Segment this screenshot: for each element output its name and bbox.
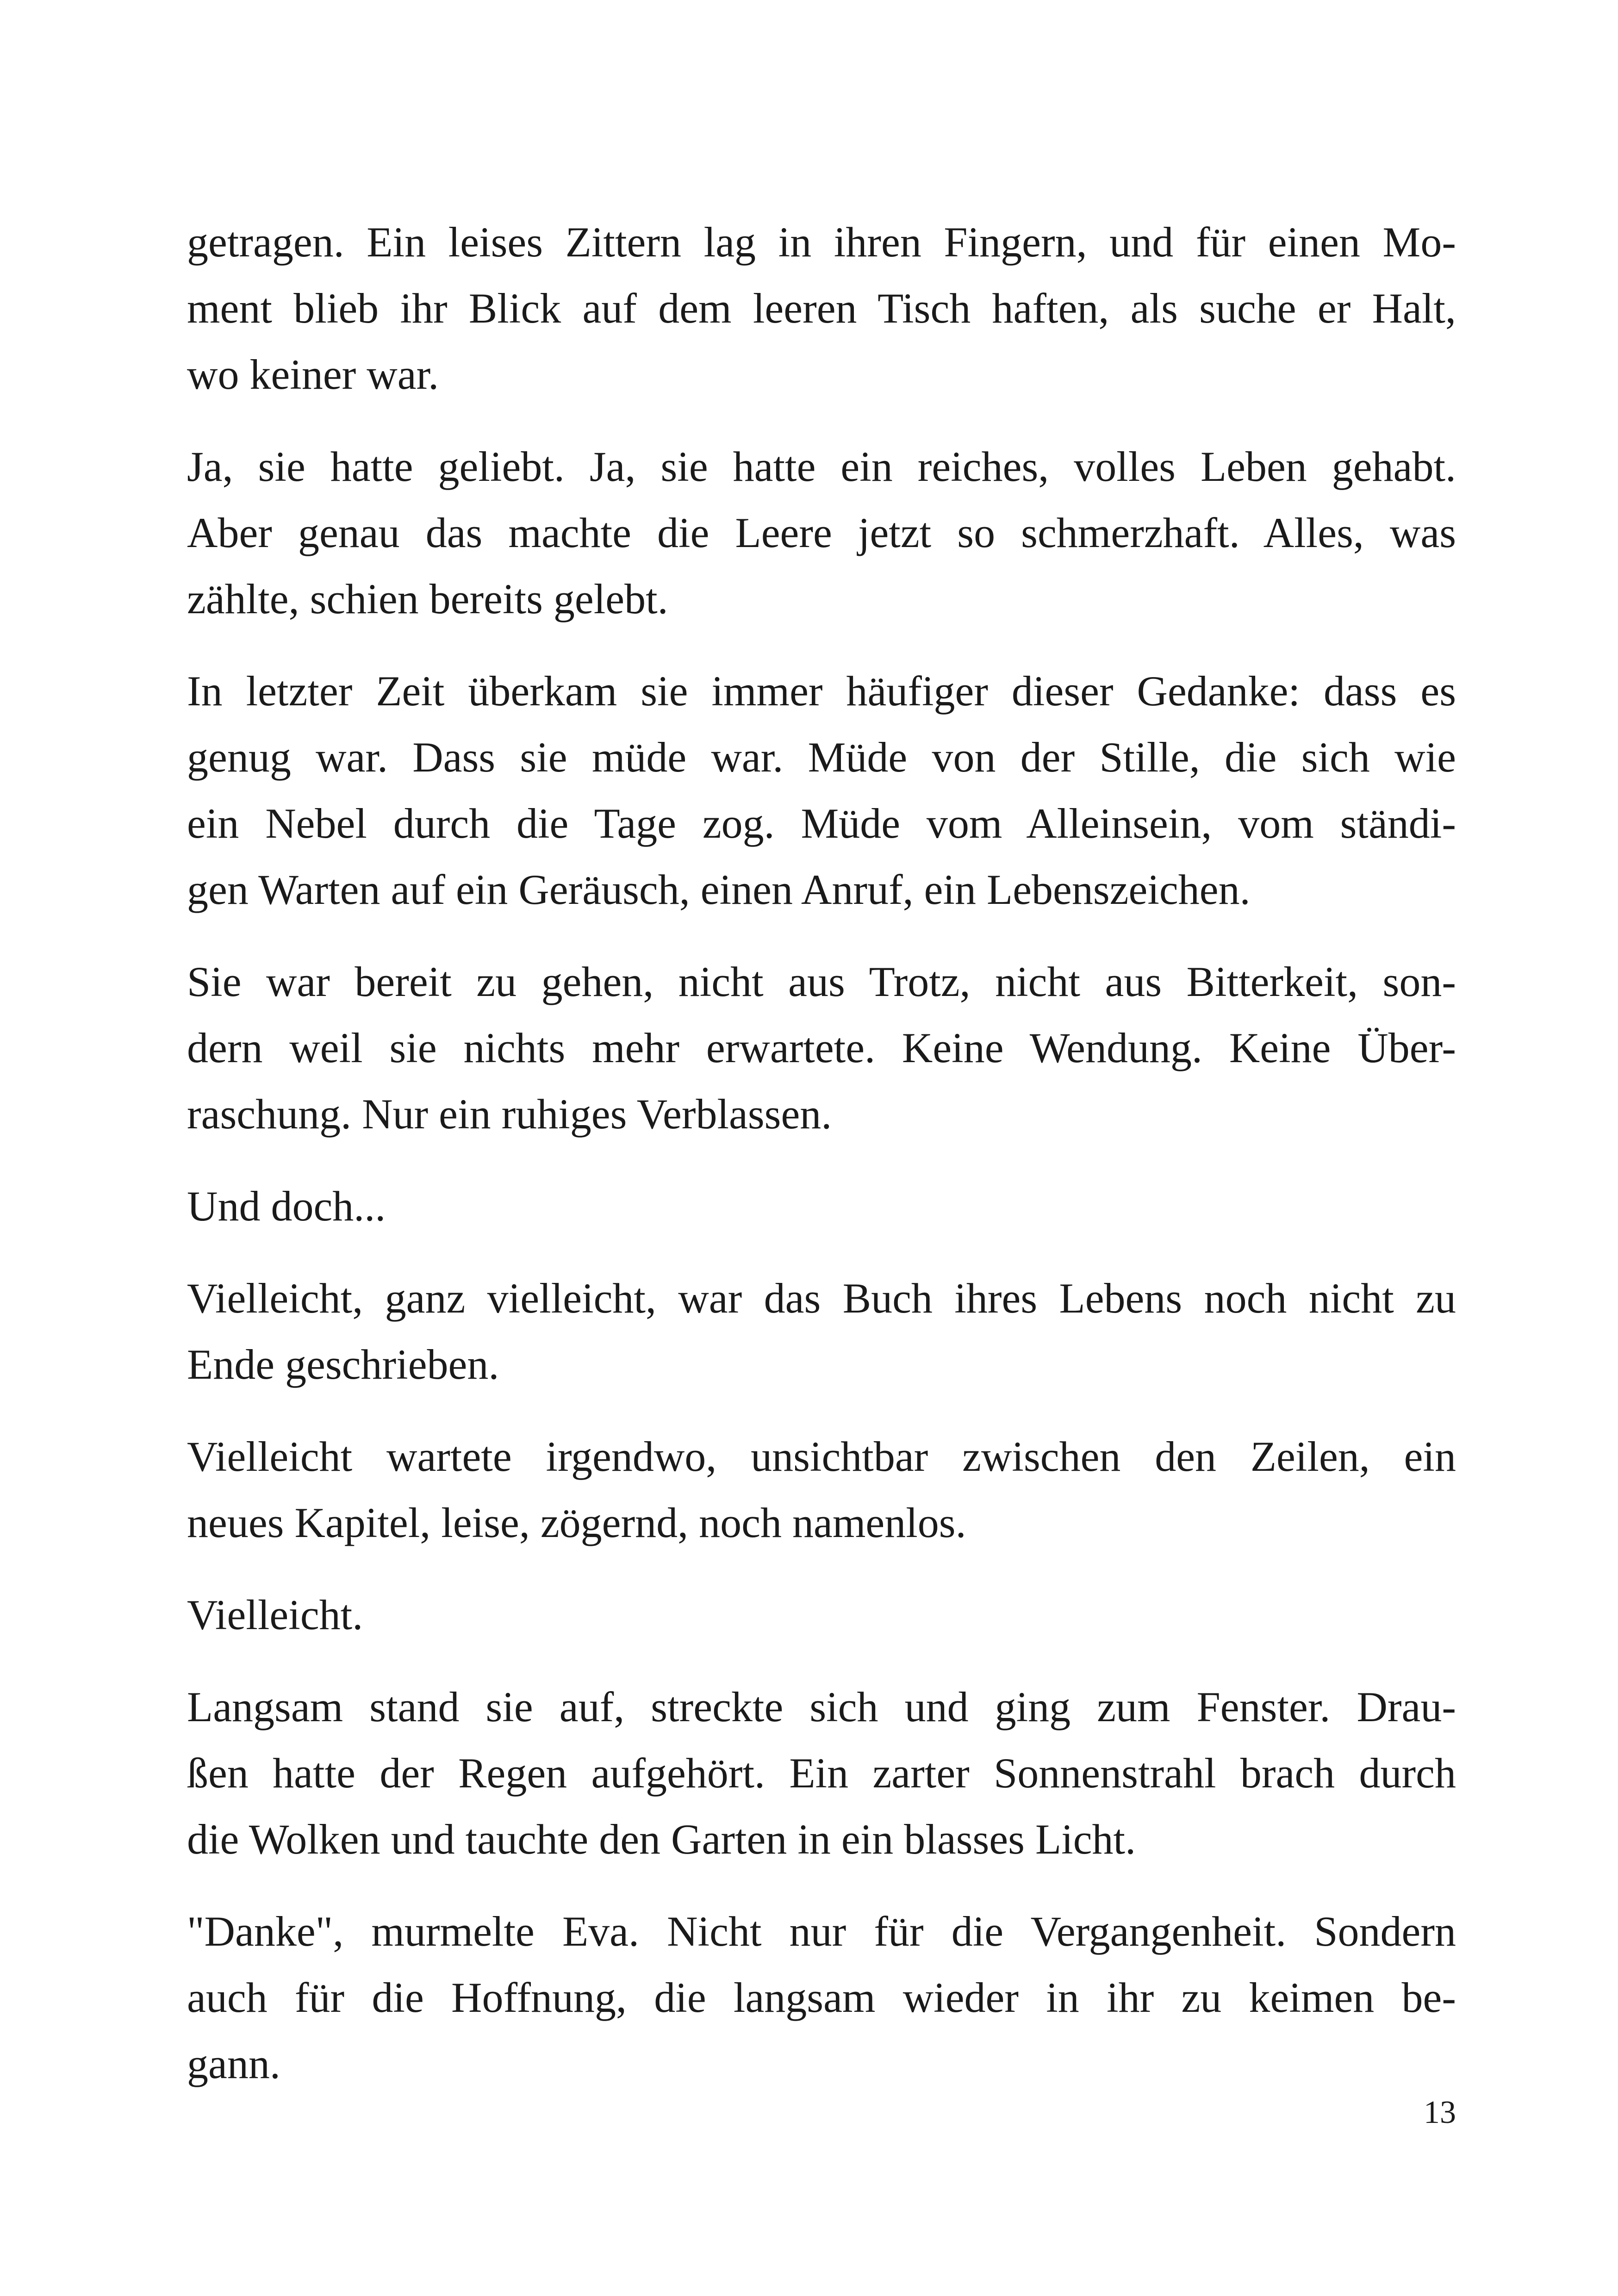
text-line: die Wolken und tauchte den Garten in ein blasses Licht.	[187, 1816, 1136, 1863]
paragraph	[187, 1898, 1456, 2097]
paragraph	[187, 434, 1456, 632]
text-line: Sie war bereit zu gehen, nicht aus Trotz, nicht aus Bitterkeit, son-	[187, 958, 1456, 1005]
text-line: genug war. Dass sie müde war. Müde von der Stille, die sich wie	[187, 734, 1456, 781]
text-line: ßen hatte der Regen aufgehört. Ein zarter Sonnenstrahl brach durch	[187, 1749, 1456, 1797]
text-line: Ende geschrieben.	[187, 1341, 499, 1388]
text-line: ein Nebel durch die Tage zog. Müde vom Alleinsein, vom ständi-	[187, 800, 1456, 847]
text-line: dern weil sie nichts mehr erwartete. Keine Wendung. Keine Über-	[187, 1024, 1456, 1071]
text-line: Ja, sie hatte geliebt. Ja, sie hatte ein reiches, volles Leben gehabt.	[187, 443, 1456, 490]
paragraph	[187, 949, 1456, 1147]
paragraph	[187, 209, 1456, 408]
text-line: raschung. Nur ein ruhiges Verblassen.	[187, 1090, 832, 1138]
paragraph	[187, 1674, 1456, 1873]
paragraph	[187, 1265, 1456, 1398]
text-line: auch für die Hoffnung, die langsam wieder in ihr zu keimen be-	[187, 1974, 1456, 2021]
body-text	[187, 209, 1456, 2123]
text-line: Und doch...	[187, 1182, 386, 1230]
text-line: Vielleicht wartete irgendwo, unsichtbar zwischen den Zeilen, ein	[187, 1433, 1456, 1480]
text-line: Vielleicht.	[187, 1591, 363, 1638]
page-number: 13	[1424, 2095, 1456, 2130]
text-line: zählte, schien bereits gelebt.	[187, 575, 668, 622]
text-line: getragen. Ein leises Zittern lag in ihren Fingern, und für einen Mo-	[187, 218, 1456, 266]
paragraph	[187, 1582, 1456, 1648]
paragraph	[187, 658, 1456, 923]
text-line: ment blieb ihr Blick auf dem leeren Tisch haften, als suche er Halt,	[187, 285, 1456, 332]
text-line: wo keiner war.	[187, 351, 439, 398]
text-line: Vielleicht, ganz vielleicht, war das Buch ihres Lebens noch nicht zu	[187, 1275, 1456, 1322]
paragraph	[187, 1173, 1456, 1239]
text-line: gen Warten auf ein Geräusch, einen Anruf, ein Lebenszeichen.	[187, 866, 1251, 913]
text-line: "Danke", murmelte Eva. Nicht nur für die Vergangenheit. Sondern	[187, 1908, 1456, 1955]
text-line: gann.	[187, 2040, 280, 2087]
text-line: In letzter Zeit überkam sie immer häufiger dieser Gedanke: dass es	[187, 667, 1456, 715]
text-line: Langsam stand sie auf, streckte sich und ging zum Fenster. Drau-	[187, 1683, 1456, 1730]
text-line: neues Kapitel, leise, zögernd, noch namenlos.	[187, 1499, 966, 1546]
paragraph	[187, 1424, 1456, 1556]
text-line: Aber genau das machte die Leere jetzt so schmerzhaft. Alles, was	[187, 509, 1456, 556]
